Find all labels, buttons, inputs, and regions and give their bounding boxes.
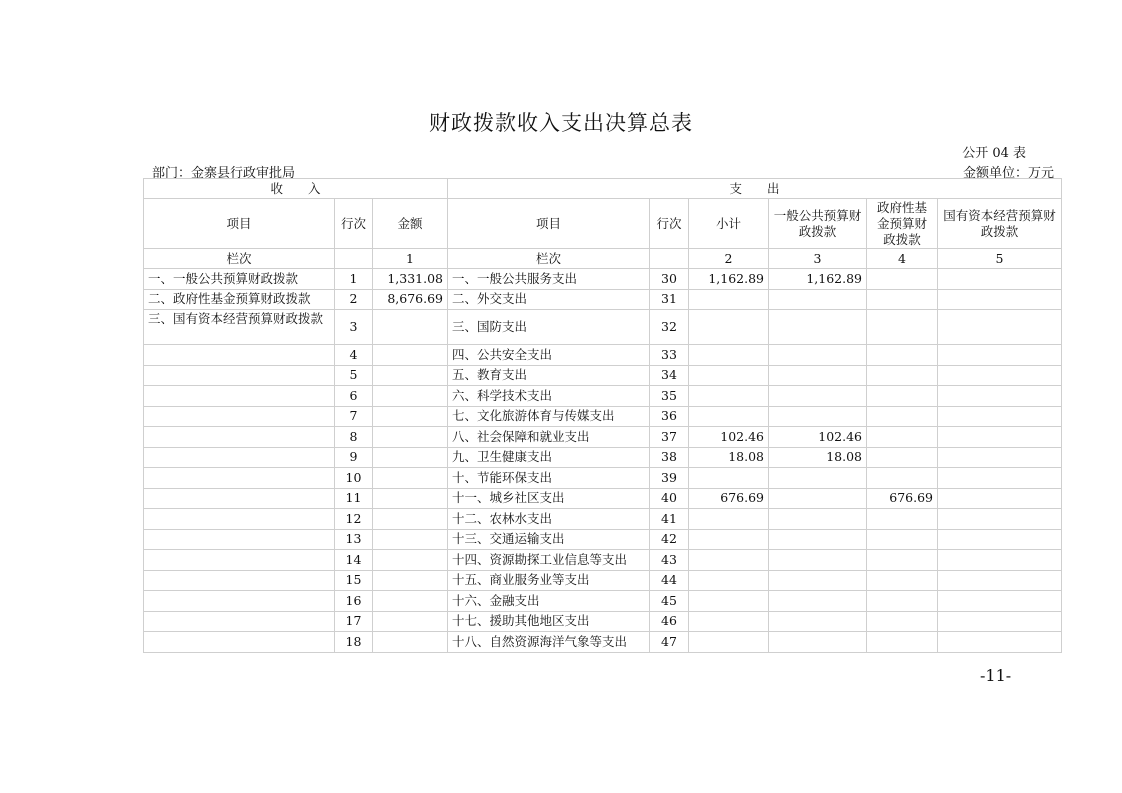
expense-item-cell: 四、公共安全支出 xyxy=(448,345,650,366)
gov-fund-header: 政府性基金预算财政拨款 xyxy=(867,199,938,249)
income-row-no-cell: 12 xyxy=(335,509,373,530)
expense-row-no-cell: 36 xyxy=(650,406,689,427)
col-number-5: 5 xyxy=(938,249,1062,269)
table-row xyxy=(144,550,1062,571)
income-item-cell xyxy=(144,406,335,427)
expense-row-no-cell: 34 xyxy=(650,365,689,386)
income-amount-cell xyxy=(373,611,448,632)
gov-fund-cell xyxy=(867,427,938,448)
income-item-cell xyxy=(144,468,335,489)
general-budget-cell xyxy=(769,550,867,571)
income-column-order-label: 栏次 xyxy=(144,249,335,269)
subtotal-cell xyxy=(689,550,769,571)
gov-fund-cell xyxy=(867,447,938,468)
income-amount-cell xyxy=(373,468,448,489)
income-row-no-cell: 7 xyxy=(335,406,373,427)
state-capital-cell xyxy=(938,406,1062,427)
state-capital-cell xyxy=(938,550,1062,571)
income-amount-cell xyxy=(373,406,448,427)
gov-fund-cell xyxy=(867,611,938,632)
income-amount-cell xyxy=(373,427,448,448)
expense-row-no-cell: 46 xyxy=(650,611,689,632)
expense-row-no-cell: 40 xyxy=(650,488,689,509)
state-capital-cell xyxy=(938,591,1062,612)
income-row-no-cell: 4 xyxy=(335,345,373,366)
empty-cell xyxy=(335,249,373,269)
subtotal-cell xyxy=(689,310,769,345)
expense-row-no-cell: 38 xyxy=(650,447,689,468)
subtotal-cell xyxy=(689,365,769,386)
income-item-header: 项目 xyxy=(144,199,335,249)
gov-fund-cell xyxy=(867,591,938,612)
subtotal-cell xyxy=(689,591,769,612)
gov-fund-cell xyxy=(867,468,938,489)
general-budget-cell xyxy=(769,529,867,550)
general-budget-cell xyxy=(769,488,867,509)
income-amount-cell xyxy=(373,345,448,366)
table-row xyxy=(144,289,1062,310)
income-row-no-cell: 11 xyxy=(335,488,373,509)
income-row-no-cell: 10 xyxy=(335,468,373,489)
expense-item-cell: 十三、交通运输支出 xyxy=(448,529,650,550)
general-budget-cell xyxy=(769,468,867,489)
general-budget-cell xyxy=(769,509,867,530)
table-row xyxy=(144,488,1062,509)
income-item-cell: 一、一般公共预算财政拨款 xyxy=(144,269,335,290)
gov-fund-cell xyxy=(867,529,938,550)
income-row-no-cell: 18 xyxy=(335,632,373,653)
expense-item-cell: 十一、城乡社区支出 xyxy=(448,488,650,509)
income-item-cell xyxy=(144,632,335,653)
col-number-1: 1 xyxy=(373,249,448,269)
income-row-no-cell: 14 xyxy=(335,550,373,571)
gov-fund-cell xyxy=(867,386,938,407)
expense-item-cell: 十七、援助其他地区支出 xyxy=(448,611,650,632)
general-budget-cell xyxy=(769,406,867,427)
expense-item-cell: 六、科学技术支出 xyxy=(448,386,650,407)
general-budget-cell xyxy=(769,345,867,366)
expense-item-cell: 三、国防支出 xyxy=(448,310,650,345)
page-number: -11- xyxy=(980,666,1012,685)
income-amount-cell xyxy=(373,591,448,612)
subtotal-cell xyxy=(689,611,769,632)
expense-item-cell: 十五、商业服务业等支出 xyxy=(448,570,650,591)
income-row-no-header: 行次 xyxy=(335,199,373,249)
expense-column-order-label: 栏次 xyxy=(448,249,650,269)
state-capital-cell xyxy=(938,468,1062,489)
income-amount-cell xyxy=(373,386,448,407)
subtotal-cell xyxy=(689,468,769,489)
table-row xyxy=(144,468,1062,489)
expense-item-cell: 九、卫生健康支出 xyxy=(448,447,650,468)
income-row-no-cell: 3 xyxy=(335,310,373,345)
income-row-no-cell: 2 xyxy=(335,289,373,310)
subtotal-cell xyxy=(689,529,769,550)
state-capital-cell xyxy=(938,365,1062,386)
income-row-no-cell: 17 xyxy=(335,611,373,632)
expense-item-cell: 十四、资源勘探工业信息等支出 xyxy=(448,550,650,571)
gov-fund-cell xyxy=(867,310,938,345)
subtotal-cell: 676.69 xyxy=(689,488,769,509)
state-capital-cell xyxy=(938,289,1062,310)
income-item-cell xyxy=(144,447,335,468)
gov-fund-cell xyxy=(867,269,938,290)
subtotal-cell xyxy=(689,345,769,366)
col-number-4: 4 xyxy=(867,249,938,269)
income-row-no-cell: 5 xyxy=(335,365,373,386)
expense-item-cell: 十、节能环保支出 xyxy=(448,468,650,489)
state-capital-cell xyxy=(938,488,1062,509)
income-amount-cell xyxy=(373,509,448,530)
expense-row-no-cell: 44 xyxy=(650,570,689,591)
table-row xyxy=(144,365,1062,386)
expense-item-cell: 十六、金融支出 xyxy=(448,591,650,612)
gov-fund-cell xyxy=(867,550,938,571)
income-amount-cell xyxy=(373,632,448,653)
page-title: 财政拨款收入支出决算总表 xyxy=(429,111,693,135)
income-item-cell: 三、国有资本经营预算财政拨款 xyxy=(144,310,335,345)
general-budget-cell xyxy=(769,570,867,591)
gov-fund-cell xyxy=(867,345,938,366)
col-number-2: 2 xyxy=(689,249,769,269)
general-budget-cell xyxy=(769,632,867,653)
state-capital-cell xyxy=(938,386,1062,407)
gov-fund-cell: 676.69 xyxy=(867,488,938,509)
unit-label: 金额单位：万元 xyxy=(962,166,1054,181)
expense-row-no-cell: 37 xyxy=(650,427,689,448)
subtotal-cell xyxy=(689,632,769,653)
fiscal-summary-table xyxy=(143,178,1062,653)
income-item-cell xyxy=(144,386,335,407)
income-row-no-cell: 15 xyxy=(335,570,373,591)
expense-row-no-cell: 39 xyxy=(650,468,689,489)
gov-fund-cell xyxy=(867,289,938,310)
income-amount-cell: 8,676.69 xyxy=(373,289,448,310)
table-row xyxy=(144,509,1062,530)
subtotal-cell xyxy=(689,289,769,310)
income-item-cell xyxy=(144,611,335,632)
state-capital-header: 国有资本经营预算财政拨款 xyxy=(938,199,1062,249)
table-row xyxy=(144,632,1062,653)
department-label: 部门：金寨县行政审批局 xyxy=(152,166,296,181)
expense-item-header: 项目 xyxy=(448,199,650,249)
expense-row-no-cell: 43 xyxy=(650,550,689,571)
state-capital-cell xyxy=(938,611,1062,632)
income-item-cell xyxy=(144,570,335,591)
income-amount-cell xyxy=(373,570,448,591)
table-row xyxy=(144,269,1062,290)
income-row-no-cell: 8 xyxy=(335,427,373,448)
table-row xyxy=(144,406,1062,427)
expense-item-cell: 十二、农林水支出 xyxy=(448,509,650,530)
income-amount-cell xyxy=(373,488,448,509)
income-row-no-cell: 13 xyxy=(335,529,373,550)
income-row-no-cell: 9 xyxy=(335,447,373,468)
expense-row-no-cell: 41 xyxy=(650,509,689,530)
table-row xyxy=(144,570,1062,591)
income-amount-cell xyxy=(373,365,448,386)
expense-item-cell: 一、一般公共服务支出 xyxy=(448,269,650,290)
income-amount-cell xyxy=(373,529,448,550)
income-amount-header: 金额 xyxy=(373,199,448,249)
col-number-3: 3 xyxy=(769,249,867,269)
income-item-cell xyxy=(144,365,335,386)
form-code: 公开 04 表 xyxy=(962,146,1026,161)
subtotal-cell xyxy=(689,570,769,591)
expense-row-no-cell: 30 xyxy=(650,269,689,290)
expense-row-no-cell: 32 xyxy=(650,310,689,345)
table-row xyxy=(144,345,1062,366)
state-capital-cell xyxy=(938,632,1062,653)
general-budget-cell xyxy=(769,365,867,386)
expense-row-no-cell: 42 xyxy=(650,529,689,550)
general-budget-cell xyxy=(769,289,867,310)
table-row xyxy=(144,427,1062,448)
table-row xyxy=(144,529,1062,550)
general-budget-header: 一般公共预算财政拨款 xyxy=(769,199,867,249)
expense-row-no-cell: 47 xyxy=(650,632,689,653)
expense-row-no-header: 行次 xyxy=(650,199,689,249)
income-item-cell xyxy=(144,550,335,571)
income-amount-cell xyxy=(373,550,448,571)
state-capital-cell xyxy=(938,427,1062,448)
gov-fund-cell xyxy=(867,570,938,591)
gov-fund-cell xyxy=(867,365,938,386)
gov-fund-cell xyxy=(867,406,938,427)
table-row xyxy=(144,591,1062,612)
expense-row-no-cell: 33 xyxy=(650,345,689,366)
state-capital-cell xyxy=(938,310,1062,345)
state-capital-cell xyxy=(938,447,1062,468)
expense-section-header: 支 出 xyxy=(448,179,1062,199)
gov-fund-cell xyxy=(867,632,938,653)
state-capital-cell xyxy=(938,345,1062,366)
subtotal-cell: 1,162.89 xyxy=(689,269,769,290)
state-capital-cell xyxy=(938,529,1062,550)
income-item-cell xyxy=(144,509,335,530)
gov-fund-cell xyxy=(867,509,938,530)
income-item-cell xyxy=(144,591,335,612)
income-row-no-cell: 6 xyxy=(335,386,373,407)
state-capital-cell xyxy=(938,269,1062,290)
expense-row-no-cell: 35 xyxy=(650,386,689,407)
subtotal-cell: 102.46 xyxy=(689,427,769,448)
income-amount-cell: 1,331.08 xyxy=(373,269,448,290)
expense-item-cell: 七、文化旅游体育与传媒支出 xyxy=(448,406,650,427)
subtotal-cell xyxy=(689,509,769,530)
income-item-cell xyxy=(144,529,335,550)
empty-cell xyxy=(650,249,689,269)
expense-item-cell: 八、社会保障和就业支出 xyxy=(448,427,650,448)
table-row xyxy=(144,611,1062,632)
expense-item-cell: 五、教育支出 xyxy=(448,365,650,386)
general-budget-cell: 102.46 xyxy=(769,427,867,448)
subtotal-cell: 18.08 xyxy=(689,447,769,468)
income-item-cell xyxy=(144,488,335,509)
subtotal-cell xyxy=(689,406,769,427)
general-budget-cell xyxy=(769,386,867,407)
general-budget-cell: 18.08 xyxy=(769,447,867,468)
subtotal-cell xyxy=(689,386,769,407)
income-amount-cell xyxy=(373,447,448,468)
general-budget-cell xyxy=(769,591,867,612)
general-budget-cell: 1,162.89 xyxy=(769,269,867,290)
table-row xyxy=(144,447,1062,468)
expense-item-cell: 二、外交支出 xyxy=(448,289,650,310)
expense-item-cell: 十八、自然资源海洋气象等支出 xyxy=(448,632,650,653)
subtotal-header: 小计 xyxy=(689,199,769,249)
state-capital-cell xyxy=(938,570,1062,591)
income-item-cell xyxy=(144,345,335,366)
income-item-cell xyxy=(144,427,335,448)
income-row-no-cell: 1 xyxy=(335,269,373,290)
general-budget-cell xyxy=(769,611,867,632)
general-budget-cell xyxy=(769,310,867,345)
expense-row-no-cell: 45 xyxy=(650,591,689,612)
table-row xyxy=(144,310,1062,345)
income-item-cell: 二、政府性基金预算财政拨款 xyxy=(144,289,335,310)
income-row-no-cell: 16 xyxy=(335,591,373,612)
expense-row-no-cell: 31 xyxy=(650,289,689,310)
state-capital-cell xyxy=(938,509,1062,530)
income-section-header: 收 入 xyxy=(144,179,448,199)
table-row xyxy=(144,386,1062,407)
income-amount-cell xyxy=(373,310,448,345)
